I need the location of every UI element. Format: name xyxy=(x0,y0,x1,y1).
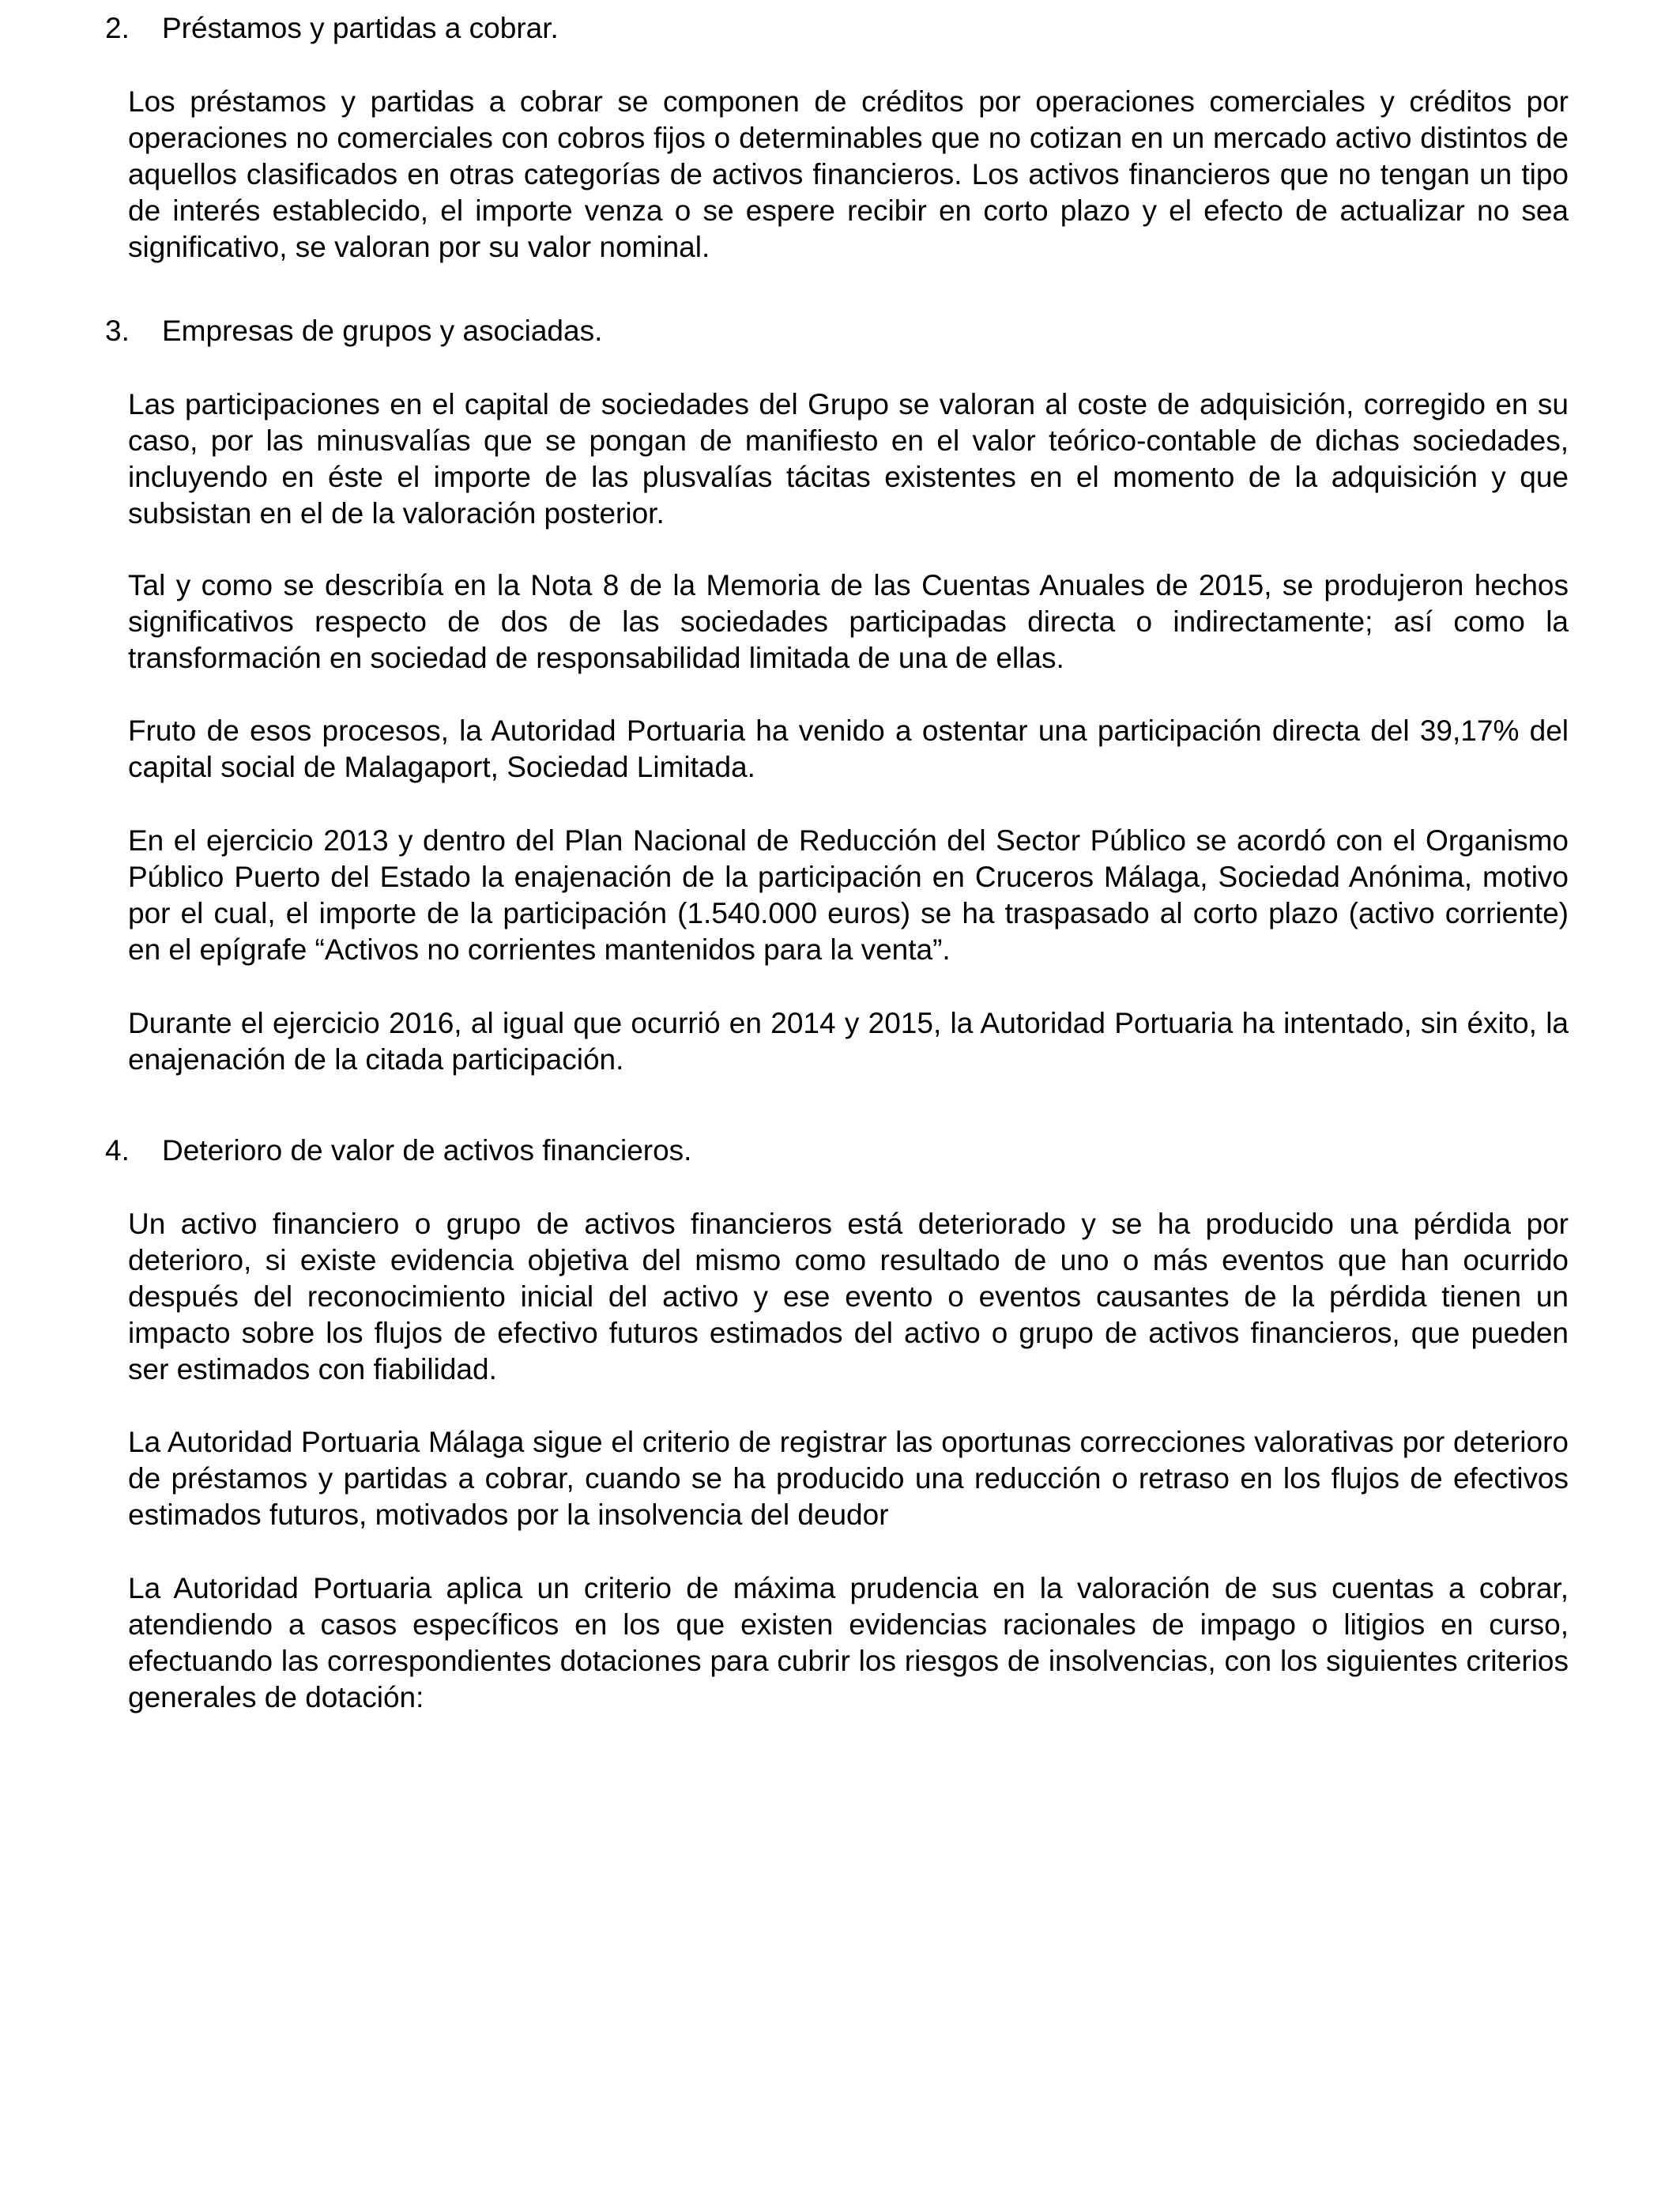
paragraph: Los préstamos y partidas a cobrar se componen de créditos por operaciones comerciales y créditos por operaciones no comerciales con cobros fijos o determinables que no cotizan en un mercado activo distintos de aquellos clasificados en otras categorías de activos financieros. Los activos financieros que no tengan un tipo de interés establecido, el importe venza o se espere recibir en corto plazo y el efecto de actualizar no sea significativo, se valoran por su valor nominal. xyxy=(128,85,1569,263)
paragraph: La Autoridad Portuaria Málaga sigue el criterio de registrar las oportunas correcciones valorativas por deterioro de préstamos y partidas a cobrar, cuando se ha producido una reducción o retraso en los flujos de efectivos estimados futuros, motivados por la insolvencia del deudor xyxy=(128,1426,1569,1531)
paragraph: En el ejercicio 2013 y dentro del Plan Nacional de Reducción del Sector Público se acordó con el Organismo Público Puerto del Estado la enajenación de la participación en Cruceros Málaga, Sociedad Anónima, motivo por el cual, el importe de la participación (1.540.000 euros) se ha traspasado al corto plazo (activo corriente) en el epígrafe “Activos no corrientes mantenidos para la venta”. xyxy=(128,824,1569,966)
section-title: Préstamos y partidas a cobrar. xyxy=(162,12,559,44)
paragraph: Durante el ejercicio 2016, al igual que ocurrió en 2014 y 2015, la Autoridad Portuaria ha intentado, sin éxito, la enajenación de la citada participación. xyxy=(128,1007,1569,1076)
section-2-heading xyxy=(105,10,559,47)
paragraph: Tal y como se describía en la Nota 8 de la Memoria de las Cuentas Anuales de 2015, se produjeron hechos significativos respecto de dos de las sociedades participadas directa o indirectamente; así como la transformación en sociedad de responsabilidad limitada de una de ellas. xyxy=(128,569,1569,674)
paragraph: Las participaciones en el capital de sociedades del Grupo se valoran al coste de adquisición, corregido en su caso, por las minusvalías que se pongan de manifiesto en el valor teórico-contable de dichas sociedades, incluyendo en éste el importe de las plusvalías tácitas existentes en el momento de la adquisición y que subsistan en el de la valoración posterior. xyxy=(128,388,1569,530)
section-number: 2. xyxy=(105,12,130,44)
paragraph: Fruto de esos procesos, la Autoridad Portuaria ha venido a ostentar una participación directa del 39,17% del capital social de Malagaport, Sociedad Limitada. xyxy=(128,714,1569,783)
section-3-heading xyxy=(105,313,602,349)
paragraph: Un activo financiero o grupo de activos financieros está deteriorado y se ha producido una pérdida por deterioro, si existe evidencia objetiva del mismo como resultado de uno o más eventos que han ocurrido después del reconocimiento inicial del activo y ese evento o eventos causantes de la pérdida tienen un impacto sobre los flujos de efectivo futuros estimados del activo o grupo de activos financieros, que pueden ser estimados con fiabilidad. xyxy=(128,1208,1569,1385)
section-title: Deterioro de valor de activos financieros. xyxy=(162,1134,692,1167)
paragraph: La Autoridad Portuaria aplica un criterio de máxima prudencia en la valoración de sus cuentas a cobrar, atendiendo a casos específicos en los que existen evidencias racionales de impago o litigios en curso, efectuando las correspondientes dotaciones para cubrir los riesgos de insolvencias, con los siguientes criterios generales de dotación: xyxy=(128,1572,1569,1713)
section-4-heading xyxy=(105,1133,691,1169)
section-title: Empresas de grupos y asociadas. xyxy=(162,315,603,347)
section-number: 3. xyxy=(105,315,130,347)
section-number: 4. xyxy=(105,1134,130,1167)
